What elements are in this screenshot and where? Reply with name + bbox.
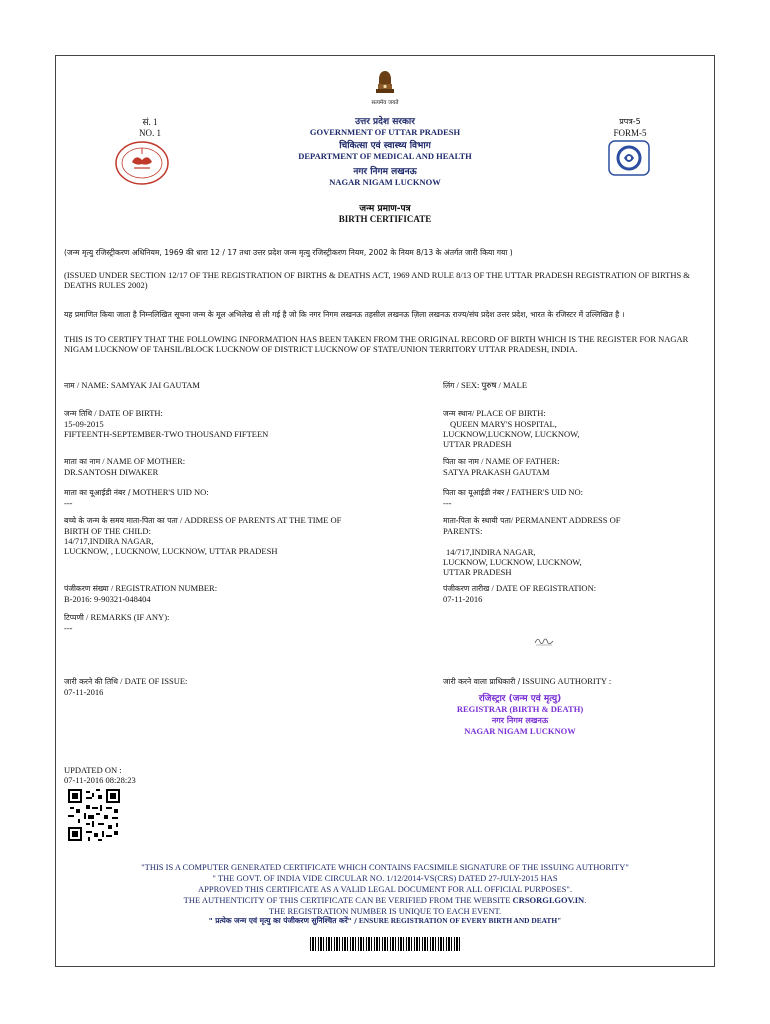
- footer-note-4: [70, 895, 700, 905]
- issue-value: 07-11-2016: [64, 687, 104, 697]
- permanent-label-line2: PARENTS:: [443, 526, 483, 536]
- certify-text-en: THIS IS TO CERTIFY THAT THE FOLLOWING INFORMATION HAS BEEN TAKEN FROM THE ORIGINAL RECORD OF BIRTH WHICH IS THE REGISTER FOR NAGAR NIGAM LUCKNOW OF TAHSIL/BLOCK LUCKNOW OF DISTRICT LUCKNOW OF STATE/UNION TERRITORY UTTAR PRADESH, INDIA.: [64, 334, 689, 354]
- father-label-hi: पिता का नाम: [443, 457, 479, 466]
- barcode: [310, 937, 462, 951]
- remarks-field: [64, 612, 424, 633]
- father-label: / NAME OF FATHER:: [481, 456, 560, 466]
- form-label-hi: प्रपत्र-5: [619, 117, 641, 126]
- certificate-border: [55, 55, 715, 967]
- pob-field: [443, 408, 703, 449]
- registrar-office-en: NAGAR NIGAM LUCKNOW: [464, 726, 576, 736]
- up-seal-logo: [114, 140, 170, 186]
- permanent-label-hi: माता-पिता के स्थायी पता: [443, 516, 511, 525]
- pob-line2: LUCKNOW,LUCKNOW, LUCKNOW,: [443, 429, 580, 439]
- permanent-address-field: [443, 515, 703, 577]
- pob-line1: QUEEN MARY'S HOSPITAL,: [450, 419, 557, 429]
- address-label-hi: बच्चे के जन्म के समय माता-पिता का पता: [64, 516, 178, 525]
- dob-label-hi: जन्म तिथि: [64, 409, 93, 418]
- mother-value: DR.SANTOSH DIWAKER: [64, 467, 159, 477]
- address-at-birth-field: [64, 515, 434, 556]
- mother-uid-label-hi: माता का यूआईडी नंबर /: [64, 488, 131, 497]
- office-title-hi: नगर निगम लखनऊ: [353, 167, 417, 177]
- govt-title-hi: उत्तर प्रदेश सरकार: [355, 117, 415, 127]
- father-uid-value: ---: [443, 498, 452, 508]
- mother-field: [64, 456, 424, 477]
- ensure-registration-en: ENSURE REGISTRATION OF EVERY BIRTH AND DEATH": [358, 916, 562, 925]
- mother-label: / NAME OF MOTHER:: [102, 456, 186, 466]
- registration-date-field: [443, 583, 703, 604]
- verify-text: THE AUTHENTICITY OF THIS CERTIFICATE CAN BE VERIFIED FROM THE WEBSITE: [183, 895, 511, 905]
- footer-note-3: APPROVED THIS CERTIFICATE AS A VALID LEGAL DOCUMENT FOR ALL OFFICIAL PURPOSES".: [197, 884, 573, 894]
- address-label-line2: BIRTH OF THE CHILD:: [64, 526, 151, 536]
- father-value: SATYA PRAKASH GAUTAM: [443, 467, 550, 477]
- footer-note-2: " THE GOVT. OF INDIA VIDE CIRCULAR NO. 1/12/2014-VS(CRS) DATED 27-JULY-2015 HAS: [212, 873, 558, 883]
- footer-note-5: THE REGISTRATION NUMBER IS UNIQUE TO EACH EVENT.: [268, 906, 502, 916]
- regno-value: B-2016: 9-90321-048404: [64, 594, 151, 604]
- number-label-en: NO. 1: [139, 128, 161, 138]
- verify-end: .: [584, 895, 587, 905]
- mother-uid-label: MOTHER'S UID NO:: [132, 487, 209, 497]
- registrar-office-hi: नगर निगम लखनऊ: [491, 716, 549, 725]
- address-line2: LUCKNOW, , LUCKNOW, LUCKNOW, UTTAR PRADESH: [64, 546, 278, 556]
- govt-title-en: GOVERNMENT OF UTTAR PRADESH: [309, 127, 461, 137]
- registrar-signature: [533, 634, 555, 648]
- remarks-value: ---: [64, 623, 73, 633]
- regdate-label-hi: पंजीकरण तारीख: [443, 584, 490, 593]
- number-label-hi: सं. 1: [142, 117, 158, 127]
- issue-date-field: [64, 676, 424, 697]
- dob-field: [64, 408, 424, 439]
- remarks-label-hi: टिप्पणी: [64, 613, 84, 622]
- certify-text-hi: यह प्रमाणित किया जाता है निम्नलिखित सूचना जन्म के मूल अभिलेख से ली गई है जो कि नगर निगम लखनऊ तहसील लखनऊ ज़िला लखनऊ राज्य/संघ प्रदेश उत्तर प्रदेश, भारत के रजिस्टर में उल्लिखित है ।: [64, 310, 625, 319]
- qr-code: [68, 789, 120, 841]
- issue-label: / DATE OF ISSUE:: [120, 676, 188, 686]
- permanent-line2: LUCKNOW, LUCKNOW, LUCKNOW,: [443, 557, 582, 567]
- issued-under-en: (ISSUED UNDER SECTION 12/17 OF THE REGISTRATION OF BIRTHS & DEATHS ACT, 1969 AND RULE 8/13 OF THE UTTAR PRADESH REGISTRATION OF BIRTHS & DEATHS RULES 2002): [64, 270, 690, 290]
- address-line1: 14/717,INDIRA NAGAR,: [64, 536, 154, 546]
- pob-label: / PLACE OF BIRTH:: [471, 408, 546, 418]
- name-value: / NAME: SAMYAK JAI GAUTAM: [76, 380, 200, 390]
- name-field: [64, 380, 414, 391]
- form-label-en: FORM-5: [613, 128, 647, 138]
- dept-title-hi: चिकित्सा एवं स्वास्थ्य विभाग: [339, 141, 431, 151]
- father-field: [443, 456, 703, 477]
- issue-label-hi: जारी करने की तिथि: [64, 677, 118, 686]
- registrar-title-en: REGISTRAR (BIRTH & DEATH): [456, 704, 584, 714]
- certificate-title-en: BIRTH CERTIFICATE: [338, 214, 432, 224]
- dob-value: 15-09-2015: [64, 419, 104, 429]
- father-uid-label-hi: पिता का यूआईडी नंबर /: [443, 488, 510, 497]
- crs-logo: [608, 140, 650, 176]
- mother-uid-field: [64, 487, 424, 508]
- footer-note-1: "THIS IS A COMPUTER GENERATED CERTIFICATE WHICH CONTAINS FACSIMILE SIGNATURE OF THE ISSUING AUTHORITY": [141, 862, 629, 872]
- dob-label: / DATE OF BIRTH:: [94, 408, 163, 418]
- permanent-line1: 14/717,INDIRA NAGAR,: [446, 547, 536, 557]
- regno-label: / REGISTRATION NUMBER:: [110, 583, 218, 593]
- name-label-hi: नाम: [64, 381, 75, 390]
- dob-words: FIFTEENTH-SEPTEMBER-TWO THOUSAND FIFTEEN: [64, 429, 269, 439]
- permanent-line3: UTTAR PRADESH: [443, 567, 512, 577]
- pob-line3: UTTAR PRADESH: [443, 439, 512, 449]
- authority-label: ISSUING AUTHORITY :: [522, 676, 612, 686]
- sex-value: / SEX: पुरुष / MALE: [456, 380, 528, 390]
- registrar-title-hi: रजिस्ट्रार (जन्म एवं मृत्यु): [478, 694, 562, 704]
- mother-uid-value: ---: [64, 498, 73, 508]
- regno-label-hi: पंजीकरण संख्या: [64, 584, 109, 593]
- verify-website: CRSORGI.GOV.IN: [512, 895, 585, 905]
- father-uid-label: FATHER'S UID NO:: [511, 487, 584, 497]
- updated-label: UPDATED ON :: [64, 765, 122, 775]
- permanent-label: / PERMANENT ADDRESS OF: [510, 515, 621, 525]
- pob-label-hi: जन्म स्थान: [443, 409, 472, 418]
- footer-note-6: [70, 916, 700, 926]
- ensure-registration-hi: " प्रत्येक जन्म एवं मृत्यु का पंजीकरण सुनिश्चित करें" /: [208, 916, 357, 925]
- certificate-title-hi: जन्म प्रमाण-पत्र: [359, 204, 411, 214]
- address-label: / ADDRESS OF PARENTS AT THE TIME OF: [179, 515, 342, 525]
- dept-title-en: DEPARTMENT OF MEDICAL AND HEALTH: [298, 151, 472, 161]
- issued-under-hi: (जन्म मृत्यु रजिस्ट्रीकरण अधिनियम, 1969 की धारा 12 / 17 तथा उत्तर प्रदेश जन्म मृत्यु रजिस्ट्रीकरण नियम, 2002 के नियम 8/13 के अंतर्गत जारी किया गया ): [64, 248, 513, 257]
- sex-field: [443, 380, 703, 391]
- remarks-label: / REMARKS (IF ANY):: [86, 612, 170, 622]
- regdate-label: / DATE OF REGISTRATION:: [491, 583, 597, 593]
- issuing-authority-field: [443, 676, 703, 687]
- office-title-en: NAGAR NIGAM LUCKNOW: [329, 177, 441, 187]
- mother-label-hi: माता का नाम: [64, 457, 101, 466]
- regdate-value: 07-11-2016: [443, 594, 483, 604]
- registration-number-field: [64, 583, 424, 604]
- father-uid-field: [443, 487, 703, 508]
- national-emblem-icon: [370, 68, 400, 98]
- emblem-motto: सत्यमेव जयते: [371, 100, 399, 106]
- updated-value: 07-11-2016 08:28:23: [64, 775, 136, 785]
- sex-label-hi: लिंग: [443, 381, 455, 390]
- authority-label-hi: जारी करने वाला प्राधिकारी /: [443, 677, 521, 686]
